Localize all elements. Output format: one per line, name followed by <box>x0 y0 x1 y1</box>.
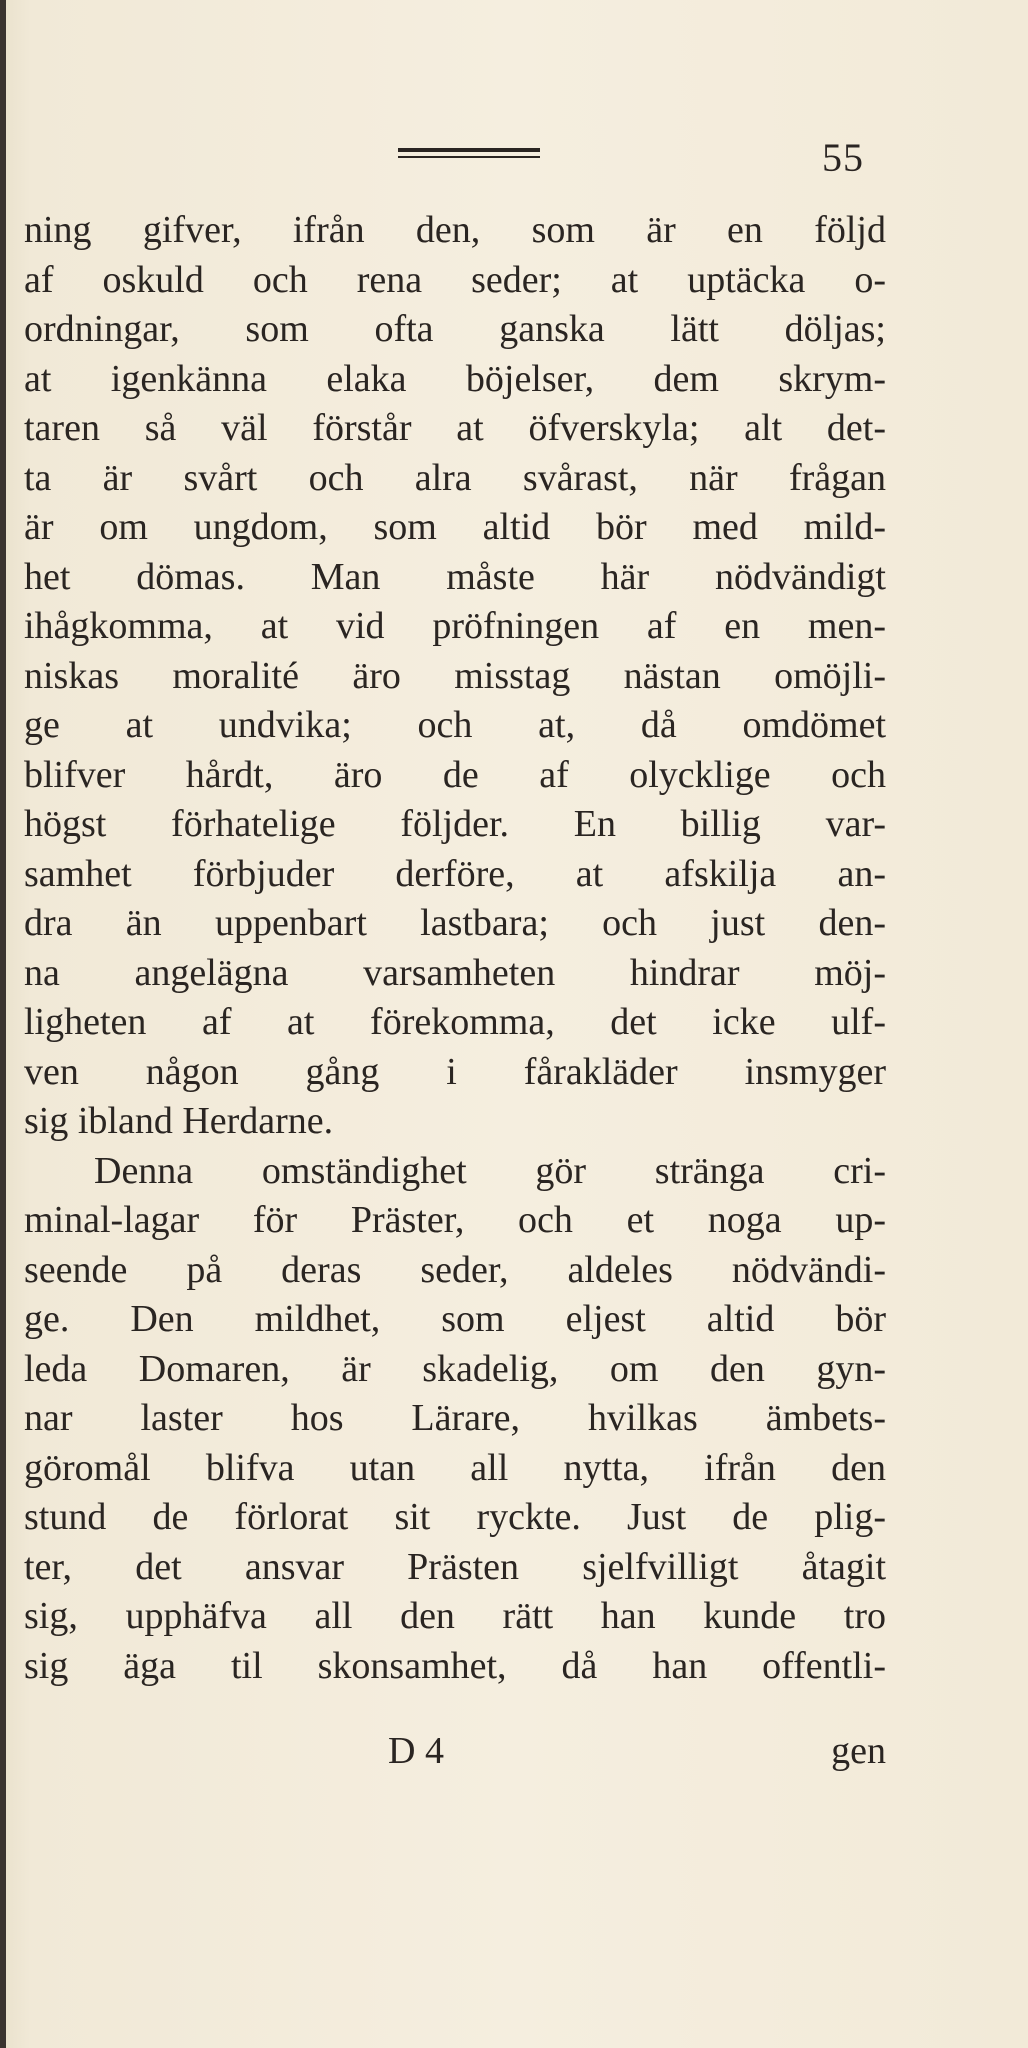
text-line: sig, upphäfva all den rätt han kunde tro <box>24 1595 886 1637</box>
text-line: ter, det ansvar Prästen sjelfvilligt åtagit <box>24 1545 886 1588</box>
text-line: leda Domaren, är skadelig, om den gyn- <box>24 1347 886 1390</box>
text-line: taren så väl förstår at öfverskyla; alt det- <box>24 407 886 449</box>
text-line: ihågkomma, at vid pröfningen af en men- <box>24 605 886 647</box>
text-line: dra än uppenbart lastbara; och just den- <box>24 902 886 944</box>
text-line: ge at undvika; och at, då omdömet <box>24 704 886 746</box>
text-line: minal-lagar för Präster, och et noga up- <box>24 1199 886 1241</box>
text-line: na angelägna varsamheten hindrar möj- <box>24 951 886 994</box>
text-line: het dömas. Man måste här nödvändigt <box>24 555 886 598</box>
text-line: samhet förbjuder derföre, at afskilja an- <box>24 852 886 895</box>
text-line: at igenkänna elaka böjelser, dem skrym- <box>24 357 886 400</box>
paragraph-start-line: Denna omständighet gör stränga cri- <box>94 1149 886 1192</box>
text-line: ven någon gång i fårakläder insmyger <box>24 1050 886 1093</box>
text-line: af oskuld och rena seder; at uptäcka o- <box>24 258 886 301</box>
text-line: högst förhatelige följder. En billig var- <box>24 803 886 845</box>
page-number: 55 <box>822 135 864 180</box>
text-line: stund de förlorat sit ryckte. Just de plig- <box>24 1496 886 1538</box>
body-text <box>24 206 886 1691</box>
header-rule <box>398 148 540 152</box>
text-line: ta är svårt och alra svårast, när frågan <box>24 456 886 499</box>
text-line: är om ungdom, som altid bör med mild- <box>24 506 886 548</box>
text-line: niskas moralité äro misstag nästan omöjli- <box>24 654 886 697</box>
text-line: ordningar, som ofta ganska lätt döljas; <box>24 308 886 350</box>
text-line: blifver hårdt, äro de af olycklige och <box>24 753 886 796</box>
text-line: ge. Den mildhet, som eljest altid bör <box>24 1298 886 1340</box>
text-line: göromål blifva utan all nytta, ifrån den <box>24 1446 886 1489</box>
text-line: seende på deras seder, aldeles nödvändi- <box>24 1248 886 1291</box>
catchword: gen <box>831 1730 886 1772</box>
binding-edge <box>0 0 6 2048</box>
text-line: sig ibland Herdarne. <box>24 1100 334 1142</box>
text-line: ning gifver, ifrån den, som är en följd <box>24 209 886 251</box>
signature-mark: D 4 <box>388 1730 444 1772</box>
page-footer <box>24 1726 886 1776</box>
text-line: nar laster hos Lärare, hvilkas ämbets- <box>24 1397 886 1439</box>
text-line: sig äga til skonsamhet, då han offentli- <box>24 1644 886 1687</box>
text-line: ligheten af at förekomma, det icke ulf- <box>24 1001 886 1043</box>
